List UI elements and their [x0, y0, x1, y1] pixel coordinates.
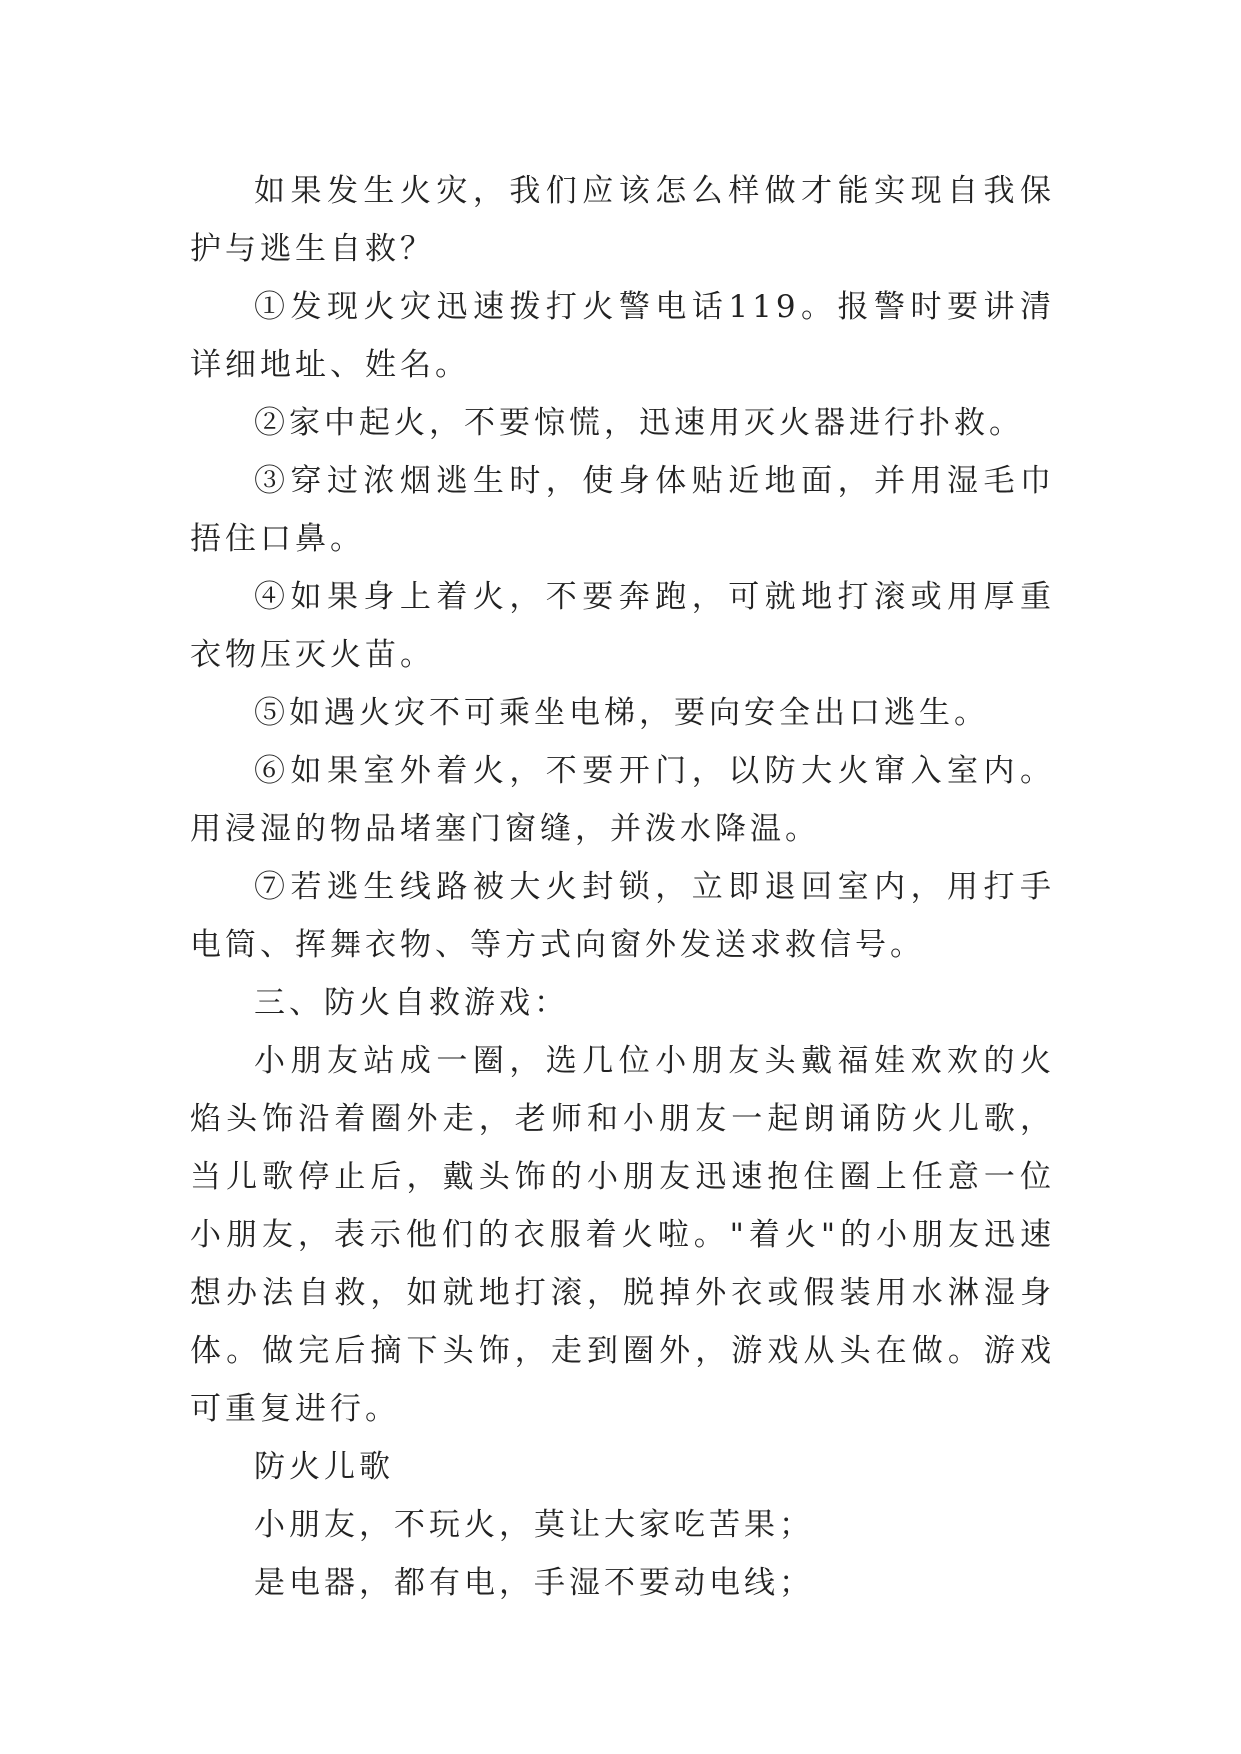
section-heading-game: 三、防火自救游戏：: [254, 985, 569, 1021]
paragraph-fire-question: 如果发生火灾，我们应该怎么样做才能实现自我保护与逃生自救？: [190, 173, 1055, 267]
paragraph-step-6: ⑥如果室外着火，不要开门，以防大火窜入室内。用浸湿的物品堵塞门窗缝，并泼水降温。: [190, 753, 1055, 847]
paragraph-game-description: 小朋友站成一圈，选几位小朋友头戴福娃欢欢的火焰头饰沿着圈外走，老师和小朋友一起朗诵防火儿歌，当儿歌停止后，戴头饰的小朋友迅速抱住圈上任意一位小朋友，表示他们的衣服着火啦。"着火"的小朋友迅速想办法自救，如就地打滚，脱掉外衣或假装用水淋湿身体。做完后摘下头饰，走到圈外，游戏从头在做。游戏可重复进行。: [190, 1043, 1055, 1427]
paragraph-step-1: ①发现火灾迅速拨打火警电话119。报警时要讲清详细地址、姓名。: [190, 289, 1055, 383]
paragraph-step-3: ③穿过浓烟逃生时，使身体贴近地面，并用湿毛巾捂住口鼻。: [190, 463, 1055, 557]
song-line-2: 是电器，都有电，手湿不要动电线；: [254, 1565, 814, 1601]
song-title: 防火儿歌: [254, 1449, 394, 1485]
song-line-1: 小朋友，不玩火，莫让大家吃苦果；: [254, 1507, 814, 1543]
paragraph-step-2: ②家中起火，不要惊慌，迅速用灭火器进行扑救。: [254, 405, 1024, 441]
document-body: [190, 162, 1055, 1612]
paragraph-step-7: ⑦若逃生线路被大火封锁，立即退回室内，用打手电筒、挥舞衣物、等方式向窗外发送求救信号。: [190, 869, 1055, 963]
paragraph-step-5: ⑤如遇火灾不可乘坐电梯，要向安全出口逃生。: [254, 695, 989, 731]
paragraph-step-4: ④如果身上着火，不要奔跑，可就地打滚或用厚重衣物压灭火苗。: [190, 579, 1055, 673]
